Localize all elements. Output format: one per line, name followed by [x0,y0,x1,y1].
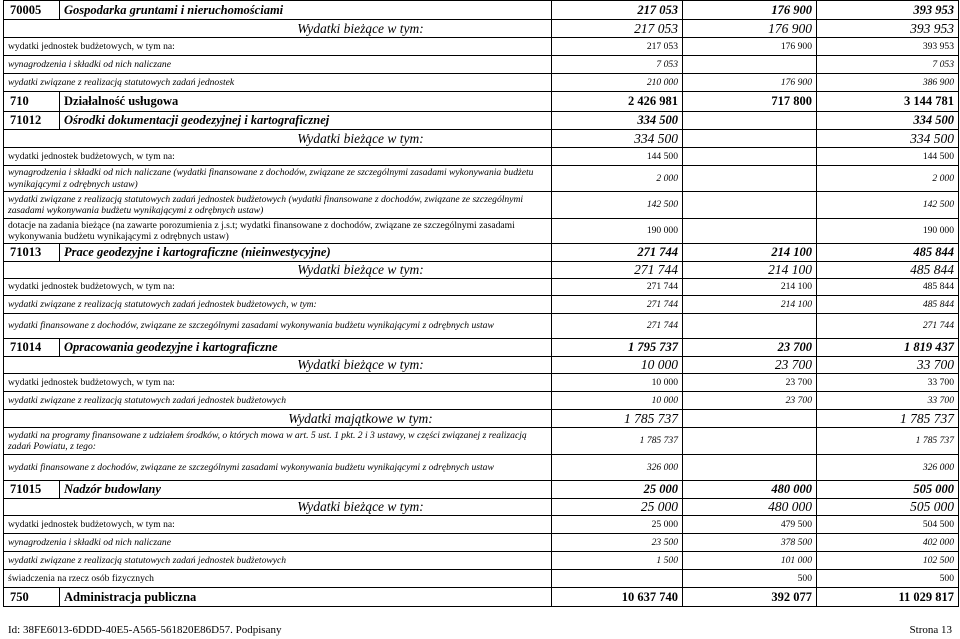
table-row [4,410,959,428]
row-label: wydatki związane z realizacją statutowych zadań jednostek [4,74,552,92]
table-row [4,279,959,296]
amount-plan: 1 785 737 [552,410,683,428]
amount-after-change: 33 700 [817,374,959,392]
table-row [4,314,959,339]
row-label: Wydatki bieżące w tym: [4,499,552,516]
amount-plan: 217 053 [552,38,683,56]
table-row [4,357,959,374]
amount-after-change: 500 [817,570,959,588]
amount-after-change: 33 700 [817,392,959,410]
row-label: Wydatki bieżące w tym: [4,357,552,374]
amount-after-change: 1 785 737 [817,428,959,455]
row-label: wynagrodzenia i składki od nich naliczane [4,534,552,552]
table-row [4,455,959,481]
amount-change: 214 100 [683,296,817,314]
amount-plan: 334 500 [552,112,683,130]
amount-change: 176 900 [683,38,817,56]
amount-change: 214 100 [683,244,817,262]
amount-after-change: 393 953 [817,20,959,38]
amount-after-change: 334 500 [817,130,959,148]
row-label: Administracja publiczna [60,588,552,607]
table-row [4,296,959,314]
classification-code: 71013 [4,244,60,262]
row-label: świadczenia na rzecz osób fizycznych [4,570,552,588]
amount-plan: 271 744 [552,296,683,314]
amount-change [683,428,817,455]
amount-change: 717 800 [683,92,817,112]
classification-code: 71014 [4,339,60,357]
amount-change: 176 900 [683,1,817,20]
amount-after-change: 2 000 [817,166,959,192]
table-row [4,219,959,244]
amount-change: 214 100 [683,262,817,279]
row-label: Działalność usługowa [60,92,552,112]
table-row [4,499,959,516]
row-label: wydatki jednostek budżetowych, w tym na: [4,148,552,166]
classification-code: 71015 [4,481,60,499]
amount-after-change: 102 500 [817,552,959,570]
amount-plan: 10 000 [552,374,683,392]
table-row [4,20,959,38]
table-row [4,166,959,192]
amount-after-change: 142 500 [817,192,959,219]
amount-plan: 2 000 [552,166,683,192]
row-label: wydatki związane z realizacją statutowych zadań jednostek budżetowych [4,552,552,570]
amount-change [683,192,817,219]
amount-change: 101 000 [683,552,817,570]
amount-after-change: 144 500 [817,148,959,166]
amount-after-change: 485 844 [817,279,959,296]
table-row [4,588,959,607]
amount-plan: 217 053 [552,20,683,38]
amount-change [683,410,817,428]
amount-plan: 326 000 [552,455,683,481]
table-row [4,392,959,410]
classification-code: 710 [4,92,60,112]
table-row [4,38,959,56]
amount-after-change: 485 844 [817,244,959,262]
amount-plan: 271 744 [552,244,683,262]
row-label: wydatki finansowane z dochodów, związane ze szczególnymi zasadami wykonywania budżetu wynikającymi z odrębnych ustaw [4,314,552,339]
amount-plan: 23 500 [552,534,683,552]
table-row [4,534,959,552]
amount-after-change: 334 500 [817,112,959,130]
row-label: Wydatki bieżące w tym: [4,130,552,148]
row-label: Wydatki bieżące w tym: [4,20,552,38]
amount-after-change: 11 029 817 [817,588,959,607]
amount-plan: 190 000 [552,219,683,244]
budget-table-body [4,1,959,607]
row-label: wydatki finansowane z dochodów, związane ze szczególnymi zasadami wykonywania budżetu wynikającymi z odrębnych ustaw [4,455,552,481]
amount-change [683,314,817,339]
amount-change: 500 [683,570,817,588]
amount-plan: 271 744 [552,314,683,339]
row-label: wydatki jednostek budżetowych, w tym na: [4,516,552,534]
row-label: dotacje na zadania bieżące (na zawarte porozumienia z j.s.t; wydatki finansowane z dochodów, związane ze szczególnymi zasadami wykonywania budżetu wynikającymi z odrębnych ustaw) [4,219,552,244]
amount-after-change: 504 500 [817,516,959,534]
table-row [4,92,959,112]
amount-after-change: 393 953 [817,38,959,56]
table-row [4,130,959,148]
row-label: wynagrodzenia i składki od nich naliczane [4,56,552,74]
amount-change: 392 077 [683,588,817,607]
amount-plan: 271 744 [552,279,683,296]
table-row [4,516,959,534]
amount-change: 479 500 [683,516,817,534]
row-label: wydatki związane z realizacją statutowych zadań jednostek budżetowych (wydatki finansowane z dochodów, związane ze szczególnymi zasadami wykonywania budżetu wynikającymi z odrębnych ustaw) [4,192,552,219]
amount-plan: 1 500 [552,552,683,570]
amount-after-change: 1 819 437 [817,339,959,357]
amount-after-change: 485 844 [817,262,959,279]
table-row [4,1,959,20]
budget-table [3,0,959,607]
table-row [4,428,959,455]
amount-after-change: 386 900 [817,74,959,92]
amount-after-change: 190 000 [817,219,959,244]
amount-change [683,455,817,481]
amount-plan: 1 795 737 [552,339,683,357]
amount-change: 176 900 [683,74,817,92]
row-label: wydatki jednostek budżetowych, w tym na: [4,279,552,296]
amount-change [683,219,817,244]
amount-plan: 2 426 981 [552,92,683,112]
document-id: Id: 38FE6013-6DDD-40E5-A565-561820E86D57. Podpisany [8,624,282,636]
amount-after-change: 271 744 [817,314,959,339]
amount-change [683,130,817,148]
table-row [4,262,959,279]
amount-change: 214 100 [683,279,817,296]
amount-change: 23 700 [683,339,817,357]
page-number: Strona 13 [909,624,952,636]
amount-after-change: 393 953 [817,1,959,20]
amount-after-change: 505 000 [817,481,959,499]
amount-plan: 25 000 [552,481,683,499]
row-label: wydatki związane z realizacją statutowych zadań jednostek budżetowych, w tym: [4,296,552,314]
amount-change: 23 700 [683,374,817,392]
amount-plan: 10 637 740 [552,588,683,607]
amount-after-change: 485 844 [817,296,959,314]
amount-plan: 217 053 [552,1,683,20]
amount-plan: 334 500 [552,130,683,148]
table-row [4,74,959,92]
table-row [4,148,959,166]
table-row [4,570,959,588]
amount-plan: 144 500 [552,148,683,166]
amount-change: 23 700 [683,392,817,410]
row-label: Nadzór budowlany [60,481,552,499]
classification-code: 750 [4,588,60,607]
row-label: Wydatki majątkowe w tym: [4,410,552,428]
amount-after-change: 326 000 [817,455,959,481]
table-row [4,244,959,262]
classification-code: 70005 [4,1,60,20]
row-label: wydatki jednostek budżetowych, w tym na: [4,374,552,392]
amount-change: 23 700 [683,357,817,374]
amount-after-change: 33 700 [817,357,959,374]
row-label: Ośrodki dokumentacji geodezyjnej i kartograficznej [60,112,552,130]
amount-change: 378 500 [683,534,817,552]
amount-change [683,112,817,130]
amount-after-change: 505 000 [817,499,959,516]
amount-plan: 10 000 [552,357,683,374]
amount-change [683,56,817,74]
row-label: Wydatki bieżące w tym: [4,262,552,279]
row-label: wydatki jednostek budżetowych, w tym na: [4,38,552,56]
table-row [4,112,959,130]
amount-after-change: 402 000 [817,534,959,552]
row-label: Prace geodezyjne i kartograficzne (nieinwestycyjne) [60,244,552,262]
amount-change: 480 000 [683,499,817,516]
amount-plan: 25 000 [552,516,683,534]
amount-plan: 1 785 737 [552,428,683,455]
table-row [4,481,959,499]
amount-plan: 10 000 [552,392,683,410]
classification-code: 71012 [4,112,60,130]
amount-plan: 142 500 [552,192,683,219]
table-row [4,552,959,570]
table-row [4,192,959,219]
row-label: Gospodarka gruntami i nieruchomościami [60,1,552,20]
row-label: Opracowania geodezyjne i kartograficzne [60,339,552,357]
amount-after-change: 3 144 781 [817,92,959,112]
row-label: wydatki związane z realizacją statutowych zadań jednostek budżetowych [4,392,552,410]
amount-change [683,166,817,192]
table-row [4,339,959,357]
amount-change: 480 000 [683,481,817,499]
amount-plan: 25 000 [552,499,683,516]
amount-plan: 271 744 [552,262,683,279]
amount-after-change: 7 053 [817,56,959,74]
table-row [4,56,959,74]
amount-plan: 210 000 [552,74,683,92]
amount-change: 176 900 [683,20,817,38]
amount-change [683,148,817,166]
amount-plan: 7 053 [552,56,683,74]
amount-after-change: 1 785 737 [817,410,959,428]
row-label: wydatki na programy finansowane z udziałem środków, o których mowa w art. 5 ust. 1 pkt. 2 i 3 ustawy, w części związanej z realizacją zadań Powiatu, z tego: [4,428,552,455]
amount-plan [552,570,683,588]
row-label: wynagrodzenia i składki od nich naliczane (wydatki finansowane z dochodów, związane ze szczególnymi zasadami wykonywania budżetu wynikającymi z odrębnych ustaw) [4,166,552,192]
table-row [4,374,959,392]
